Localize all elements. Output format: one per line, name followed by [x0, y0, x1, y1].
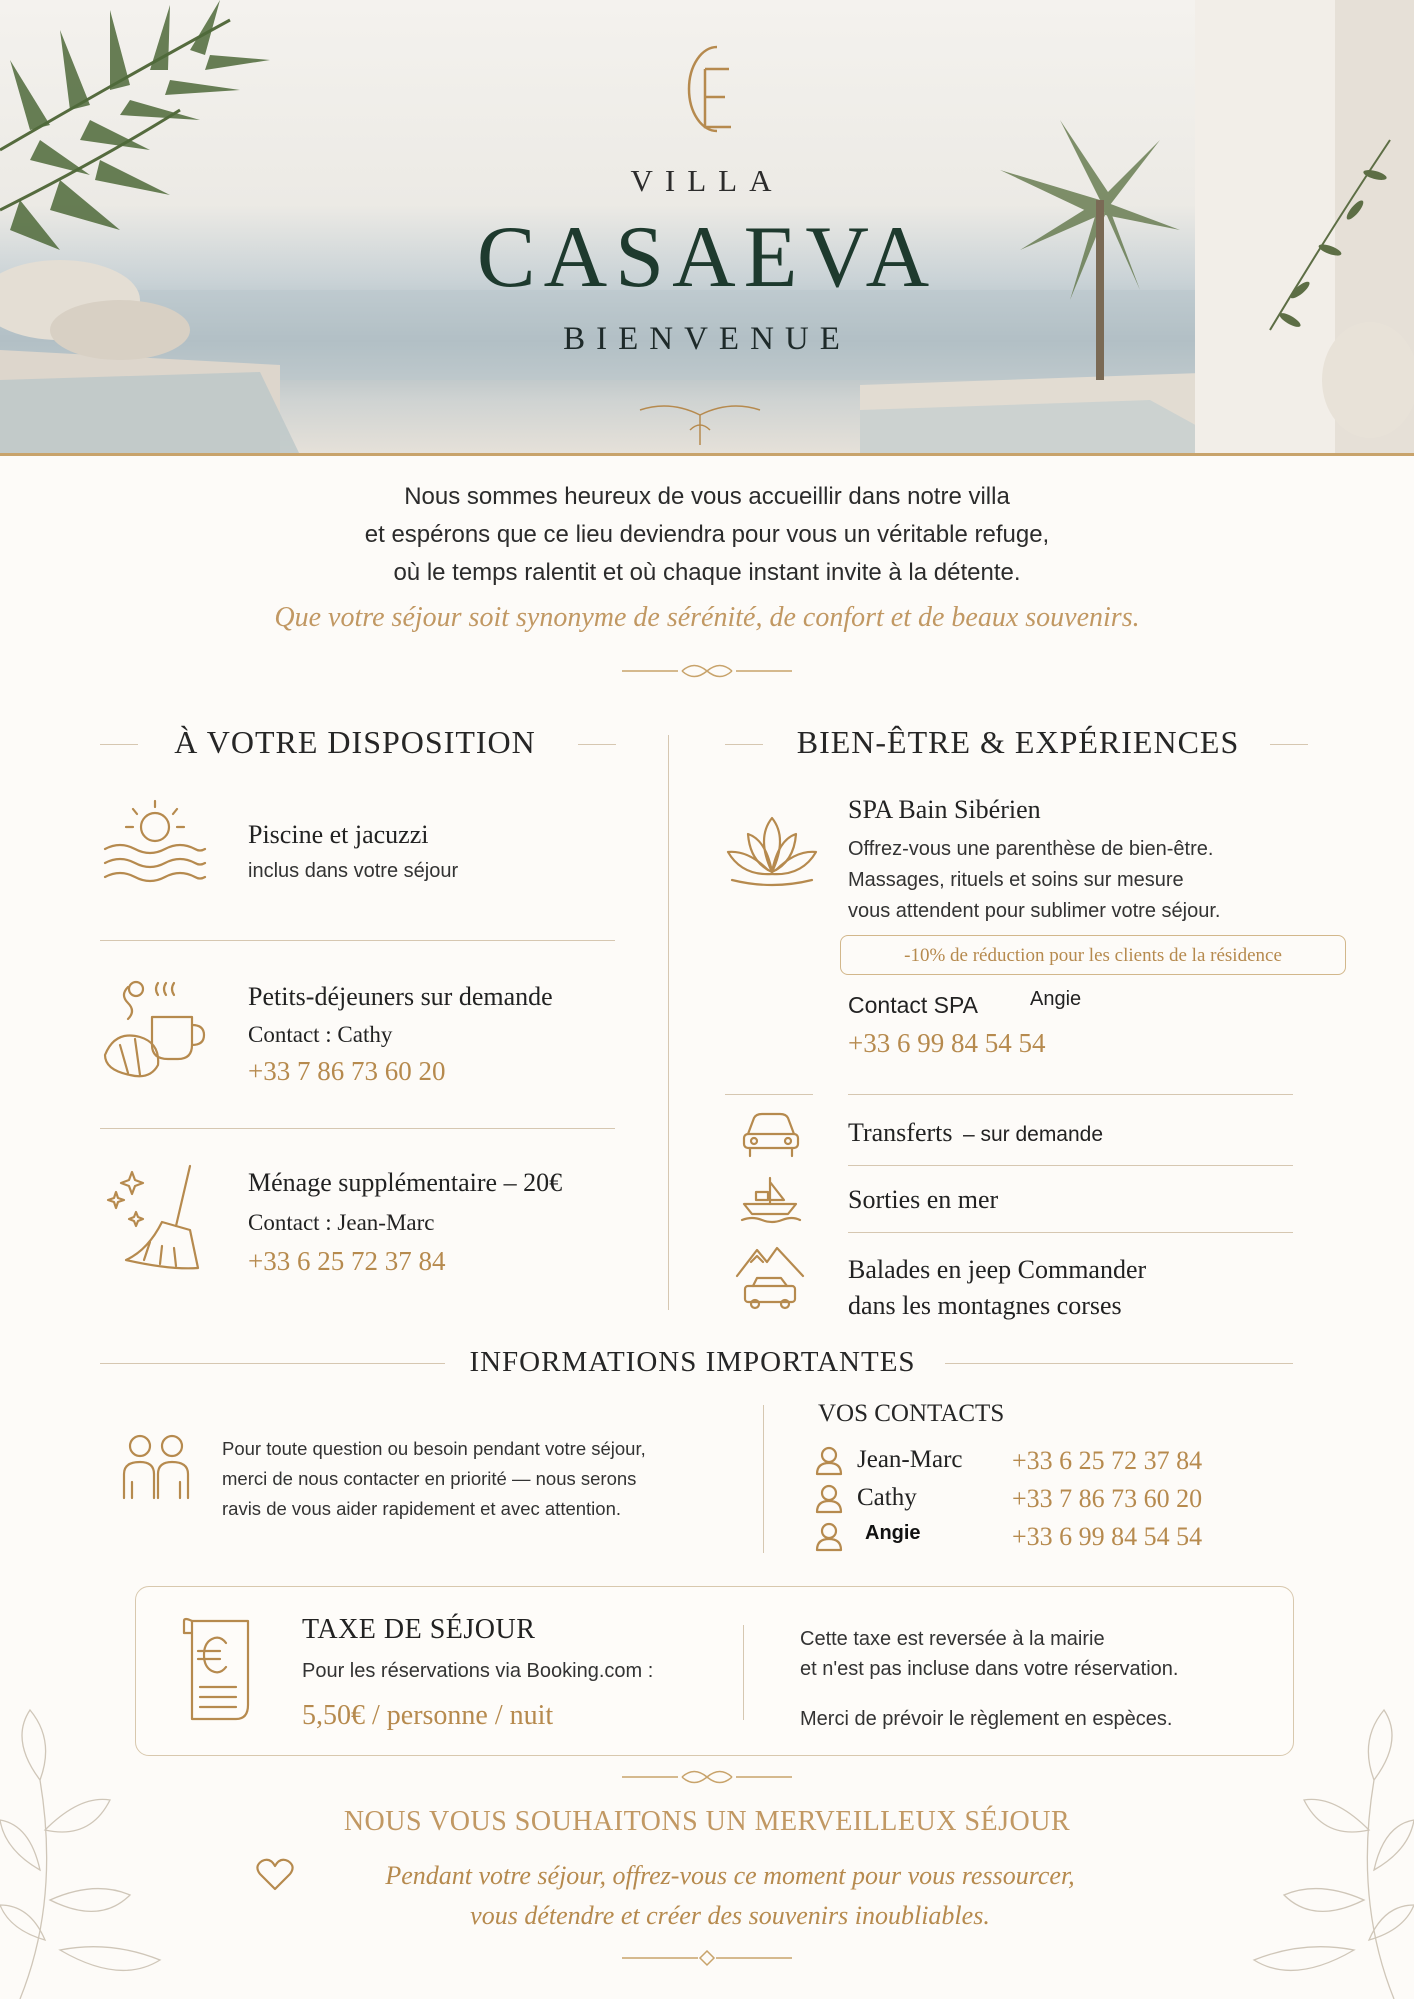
transfers-row: [848, 1118, 1103, 1148]
info-line: ravis de vous aider rapidement et avec attention.: [222, 1498, 622, 1519]
intro-text: [0, 478, 1414, 592]
tax-title: TAXE DE SÉJOUR: [302, 1614, 536, 1645]
transfers-title: Transferts: [848, 1118, 953, 1147]
hero-banner: [0, 0, 1414, 455]
footer-title: NOUS VOUS SOUHAITONS UN MERVEILLEUX SÉJOUR: [343, 1806, 1071, 1837]
breakfast-title: Petits-déjeuners sur demande: [248, 982, 553, 1011]
breakfast-phone[interactable]: +33 7 86 73 60 20: [248, 1056, 446, 1086]
intro-line: Nous sommes heureux de vous accueillir dans notre villa: [404, 483, 1010, 510]
croissant-coffee-icon: [100, 975, 210, 1085]
people-icon: [118, 1432, 194, 1504]
info-text: [222, 1434, 646, 1524]
contact-name: Jean-Marc: [857, 1446, 963, 1473]
footer-line: Pendant votre séjour, offrez-vous ce moment pour vous ressourcer,: [385, 1861, 1075, 1890]
column-divider: [668, 735, 669, 1310]
spa-line: Massages, rituels et soins sur mesure: [848, 869, 1184, 891]
intro-line: et espérons que ce lieu deviendra pour vous un véritable refuge,: [364, 521, 1050, 548]
spa-contact-label: Contact SPA: [848, 992, 978, 1018]
cleaning-phone[interactable]: +33 6 25 72 37 84: [248, 1246, 446, 1276]
lotus-icon: [722, 810, 822, 890]
euro-receipt-icon: [180, 1615, 260, 1725]
contact-row: [815, 1520, 1295, 1558]
spa-line: vous attendent pour sublimer votre séjour.: [848, 900, 1221, 922]
broom-sparkle-icon: [100, 1160, 210, 1275]
mountain-jeep-icon: [733, 1240, 807, 1314]
spa-description: [848, 834, 1220, 927]
logo-monogram: [0, 34, 1414, 149]
villa-label: VILLA: [630, 163, 784, 198]
tax-amount: 5,50€ / personne / nuit: [302, 1700, 554, 1731]
info-divider: [763, 1405, 764, 1553]
section-title-info: INFORMATIONS IMPORTANTES: [469, 1346, 916, 1378]
user-icon: [815, 1446, 843, 1481]
ornament-divider: [620, 1945, 794, 1971]
leaf-branch-right: [1224, 1700, 1414, 1999]
contact-phone[interactable]: +33 6 99 84 54 54: [1012, 1522, 1203, 1551]
contacts-title: VOS CONTACTS: [818, 1400, 1005, 1427]
spa-line: Offrez-vous une parenthèse de bien-être.: [848, 838, 1214, 860]
contact-row: [815, 1482, 1295, 1520]
contact-phone[interactable]: +33 7 86 73 60 20: [1012, 1484, 1203, 1513]
brand-name: CASAEVA: [476, 209, 938, 306]
spa-discount-badge: -10% de réduction pour les clients de la résidence: [840, 935, 1346, 975]
breakfast-contact: Contact : Cathy: [248, 1022, 393, 1047]
welcome-title: BIENVENUE: [563, 321, 851, 357]
footer-message: [300, 1856, 1160, 1936]
jeep-text: [848, 1252, 1146, 1324]
tax-note: Cette taxe est reversée à la mairie: [800, 1628, 1105, 1650]
section-title-disposition: À VOTRE DISPOSITION: [174, 724, 536, 760]
contacts-list: [815, 1444, 1295, 1558]
user-icon: [815, 1522, 843, 1557]
tax-notes: [800, 1624, 1178, 1734]
info-line: merci de nous contacter en priorité — nous serons: [222, 1468, 637, 1489]
cleaning-contact: Contact : Jean-Marc: [248, 1210, 435, 1235]
tax-note: et n'est pas incluse dans votre réservation.: [800, 1658, 1179, 1680]
contact-name: Angie: [865, 1522, 921, 1544]
jeep-line: dans les montagnes corses: [848, 1291, 1122, 1320]
ornament-divider: [620, 658, 794, 684]
tax-note: Merci de prévoir le règlement en espèces.: [800, 1708, 1173, 1730]
sun-waves-icon: [100, 795, 210, 890]
tax-subtitle: Pour les réservations via Booking.com :: [302, 1660, 654, 1682]
spa-contact-name: Angie: [1030, 988, 1082, 1010]
spa-title: SPA Bain Sibérien: [848, 795, 1041, 824]
pool-subtitle: inclus dans votre séjour: [248, 860, 459, 882]
car-icon: [738, 1104, 802, 1160]
ornament-divider: [620, 1764, 794, 1790]
section-title-wellness: BIEN-ÊTRE & EXPÉRIENCES: [796, 724, 1240, 760]
tagline: Que votre séjour soit synonyme de sérénité, de confort et de beaux souvenirs.: [274, 602, 1140, 633]
intro-line: où le temps ralentit et où chaque instant invite à la détente.: [393, 559, 1021, 586]
hero-divider: [0, 453, 1414, 456]
sea-title: Sorties en mer: [848, 1185, 999, 1214]
heart-icon: [256, 1858, 294, 1892]
leaf-branch-left: [0, 1700, 190, 1999]
pool-title: Piscine et jacuzzi: [248, 820, 429, 849]
tax-divider: [743, 1625, 744, 1720]
transfers-suffix: – sur demande: [962, 1123, 1104, 1146]
contact-row: [815, 1444, 1295, 1482]
cleaning-title: Ménage supplémentaire – 20€: [248, 1168, 563, 1197]
boat-icon: [738, 1174, 802, 1226]
spa-phone[interactable]: +33 6 99 84 54 54: [848, 1028, 1046, 1058]
footer-line: vous détendre et créer des souvenirs inoubliables.: [470, 1901, 990, 1930]
user-icon: [815, 1484, 843, 1519]
contact-name: Cathy: [857, 1484, 917, 1511]
info-line: Pour toute question ou besoin pendant votre séjour,: [222, 1438, 646, 1459]
contact-phone[interactable]: +33 6 25 72 37 84: [1012, 1446, 1203, 1475]
jeep-line: Balades en jeep Commander: [848, 1255, 1147, 1284]
